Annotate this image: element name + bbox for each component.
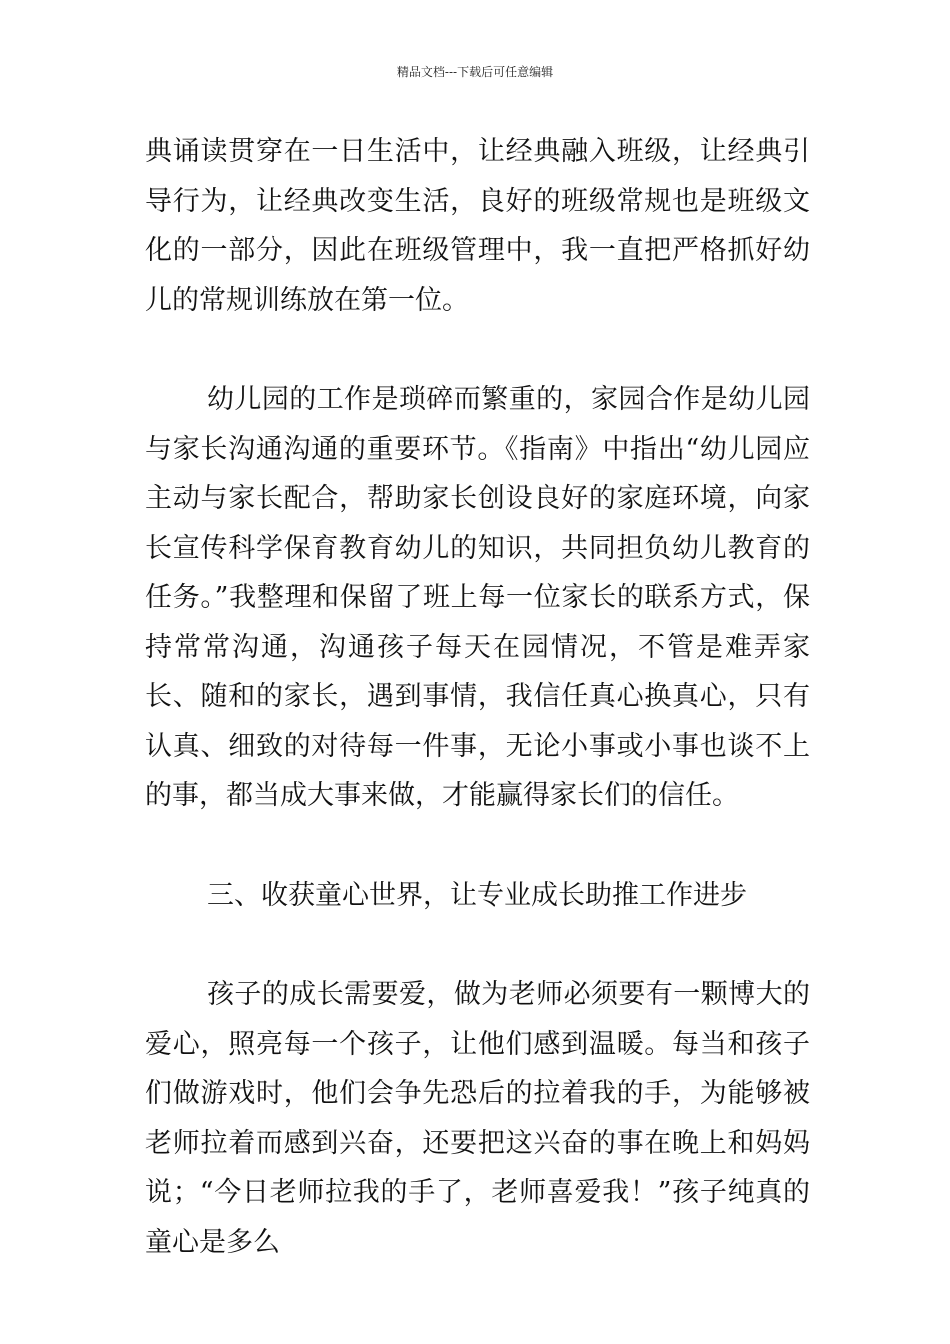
- paragraph-continuation: 典诵读贯穿在一日生活中，让经典融入班级，让经典引导行为，让经典改变生活，良好的班级常规也是班级文化的一部分，因此在班级管理中，我一直把严格抓好幼儿的常规训练放在第一位。: [145, 136, 810, 316]
- document-body: [145, 127, 810, 1267]
- section-heading-3: 三、收获童心世界，让专业成长助推工作进步: [207, 879, 747, 911]
- paragraph-home-school-cooperation: 幼儿园的工作是琐碎而繁重的，家园合作是幼儿园与家长沟通沟通的重要环节。《指南》中指出“幼儿园应主动与家长配合，帮助家长创设良好的家庭环境，向家长宣传科学保育教育幼儿的知识，共同担负幼儿教育的任务。”我整理和保留了班上每一位家长的联系方式，保持常常沟通，沟通孩子每天在园情况，不管是难弄家长、随和的家长，遇到事情，我信任真心换真心，只有认真、细致的对待每一件事，无论小事或小事也谈不上的事，都当成大事来做，才能赢得家长们的信任。: [145, 384, 810, 811]
- page-header: 精品文档---下载后可任意编辑: [396, 65, 554, 79]
- paragraph-children-growth: 孩子的成长需要爱，做为老师必须要有一颗博大的爱心，照亮每一个孩子，让他们感到温暖。每当和孩子们做游戏时，他们会争先恐后的拉着我的手，为能够被老师拉着而感到兴奋，还要把这兴奋的事在晚上和妈妈说；“今日老师拉我的手了，老师喜爱我！”孩子纯真的童心是多么: [145, 979, 810, 1258]
